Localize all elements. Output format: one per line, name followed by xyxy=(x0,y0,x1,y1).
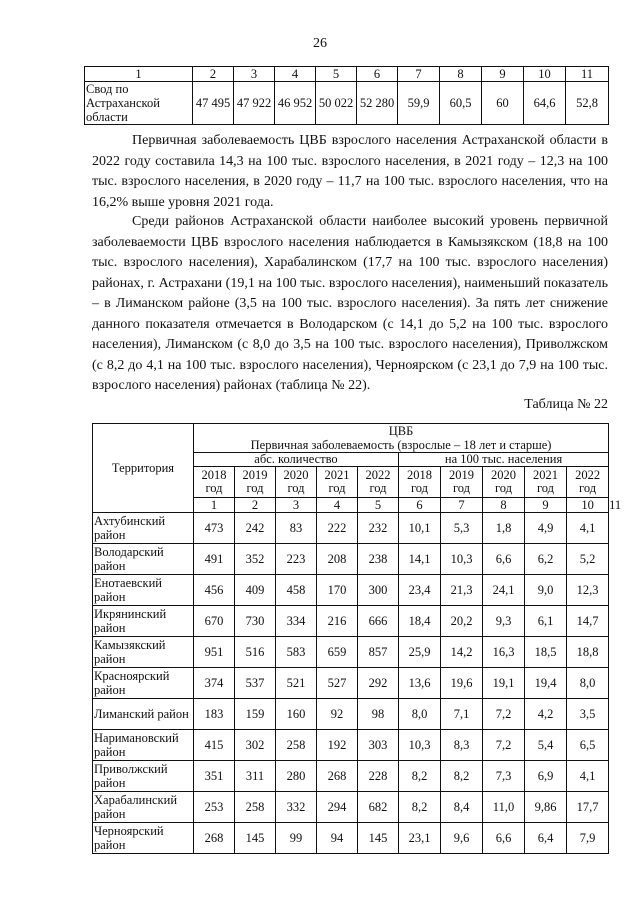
table-row xyxy=(93,544,609,575)
table-cell: 4,9 xyxy=(525,513,567,544)
table-cell: 25,9 xyxy=(399,637,441,668)
table-cell: 583 xyxy=(276,637,317,668)
table-cell: 300 xyxy=(358,575,399,606)
table-cell: 3,5 xyxy=(567,699,609,730)
table-cell: 159 xyxy=(235,699,276,730)
header-row-group xyxy=(93,424,609,453)
table-cell: 666 xyxy=(358,606,399,637)
table-cell: 527 xyxy=(317,668,358,699)
table-row xyxy=(93,575,609,606)
table-cell: 258 xyxy=(235,792,276,823)
table-cell: 473 xyxy=(194,513,235,544)
territory-name: Черноярский район xyxy=(93,823,194,854)
table-cell: 8,2 xyxy=(399,761,441,792)
table-cell: 4,1 xyxy=(567,761,609,792)
table-cell: 280 xyxy=(276,761,317,792)
summary-cell: 60 xyxy=(482,82,524,125)
column-number: 8 xyxy=(483,498,525,513)
group-header: ЦВБ Первичная заболеваемость (взрослые – 18 лет и старше) xyxy=(194,424,609,453)
table-cell: 334 xyxy=(276,606,317,637)
year-header: 2022 год xyxy=(358,467,399,498)
year-header: 2022 год xyxy=(567,467,609,498)
territory-name: Лиманский район xyxy=(93,699,194,730)
table-cell: 216 xyxy=(317,606,358,637)
table-cell: 6,9 xyxy=(525,761,567,792)
year-header: 2018 год xyxy=(194,467,235,498)
table-cell: 19,6 xyxy=(441,668,483,699)
table-cell: 6,1 xyxy=(525,606,567,637)
table-row xyxy=(93,668,609,699)
table-cell: 24,1 xyxy=(483,575,525,606)
table-cell: 268 xyxy=(194,823,235,854)
table-row xyxy=(93,637,609,668)
table-cell: 659 xyxy=(317,637,358,668)
table-cell: 302 xyxy=(235,730,276,761)
table-cell: 17,7 xyxy=(567,792,609,823)
column-number: 8 xyxy=(440,67,482,82)
column-number: 10 xyxy=(524,67,566,82)
column-number: 6 xyxy=(357,67,398,82)
column-number: 4 xyxy=(317,498,358,513)
territory-name: Ахтубинский район xyxy=(93,513,194,544)
table-cell: 12,3 xyxy=(567,575,609,606)
paragraph-2 xyxy=(92,212,608,397)
table-cell: 7,2 xyxy=(483,699,525,730)
column-number: 9 xyxy=(482,67,524,82)
table-cell: 5,2 xyxy=(567,544,609,575)
table-cell: 409 xyxy=(235,575,276,606)
table-cell: 6,6 xyxy=(483,544,525,575)
territory-name: Наримановский район xyxy=(93,730,194,761)
table-row xyxy=(93,513,609,544)
table-cell: 18,5 xyxy=(525,637,567,668)
territory-name: Камызякский район xyxy=(93,637,194,668)
table-cell: 5,4 xyxy=(525,730,567,761)
table-cell: 4,2 xyxy=(525,699,567,730)
table-cell: 516 xyxy=(235,637,276,668)
table-cell: 6,4 xyxy=(525,823,567,854)
table-cell: 21,3 xyxy=(441,575,483,606)
table-cell: 170 xyxy=(317,575,358,606)
table-cell: 92 xyxy=(317,699,358,730)
table-cell: 491 xyxy=(194,544,235,575)
sub-header: Первичная заболеваемость (взрослые – 18 лет и старше) xyxy=(250,438,552,452)
table-cell: 351 xyxy=(194,761,235,792)
table-cell: 222 xyxy=(317,513,358,544)
summary-table xyxy=(84,66,609,125)
table-cell: 145 xyxy=(358,823,399,854)
table-cell: 292 xyxy=(358,668,399,699)
year-header: 2019 год xyxy=(235,467,276,498)
column-number: 11 xyxy=(566,67,609,82)
table-cell: 18,4 xyxy=(399,606,441,637)
table-cell: 20,2 xyxy=(441,606,483,637)
table-cell: 7,9 xyxy=(567,823,609,854)
table-cell: 11,0 xyxy=(483,792,525,823)
table-cell: 14,1 xyxy=(399,544,441,575)
page-number: 26 xyxy=(313,36,327,51)
column-number: 2 xyxy=(193,67,234,82)
table-cell: 98 xyxy=(358,699,399,730)
summary-column-numbers xyxy=(85,67,609,82)
summary-cell: 60,5 xyxy=(440,82,482,125)
table-cell: 23,1 xyxy=(399,823,441,854)
table-cell: 228 xyxy=(358,761,399,792)
territory-name: Харабалинский район xyxy=(93,792,194,823)
table-cell: 9,0 xyxy=(525,575,567,606)
table-cell: 7,3 xyxy=(483,761,525,792)
table-cell: 951 xyxy=(194,637,235,668)
table-cell: 6,6 xyxy=(483,823,525,854)
table-cell: 415 xyxy=(194,730,235,761)
column-number: 3 xyxy=(234,67,275,82)
table-row xyxy=(93,792,609,823)
table-cell: 1,8 xyxy=(483,513,525,544)
table-cell: 9,86 xyxy=(525,792,567,823)
table-cell: 7,2 xyxy=(483,730,525,761)
table-cell: 14,2 xyxy=(441,637,483,668)
table-cell: 268 xyxy=(317,761,358,792)
table-row xyxy=(93,699,609,730)
summary-cell: 52,8 xyxy=(566,82,609,125)
table-cell: 258 xyxy=(276,730,317,761)
table-cell: 352 xyxy=(235,544,276,575)
table-cell: 8,3 xyxy=(441,730,483,761)
table-cell: 183 xyxy=(194,699,235,730)
rate-header: на 100 тыс. населения xyxy=(399,453,609,467)
table-cell: 223 xyxy=(276,544,317,575)
table-cell: 311 xyxy=(235,761,276,792)
table-cell: 8,2 xyxy=(441,761,483,792)
paragraph-1-text: Первичная заболеваемость ЦВБ взрослого населения Астраханской области в 2022 году составила 14,3 на 100 тыс. взрослого населения, в 2021 году – 12,3 на 100 тыс. взрослого населения, в 2020 году – 11,7 на 100 тыс. взрослого населения, что на 16,2% выше уровня 2021 года. xyxy=(92,133,608,210)
table-row xyxy=(93,606,609,637)
table-cell: 83 xyxy=(276,513,317,544)
year-header: 2020 год xyxy=(483,467,525,498)
table-cell: 7,1 xyxy=(441,699,483,730)
table-cell: 94 xyxy=(317,823,358,854)
table-cell: 238 xyxy=(358,544,399,575)
year-header: 2021 год xyxy=(317,467,358,498)
year-header: 2019 год xyxy=(441,467,483,498)
table-cell: 99 xyxy=(276,823,317,854)
abs-header: абс. количество xyxy=(194,453,399,467)
table-cell: 10,1 xyxy=(399,513,441,544)
column-number: 5 xyxy=(316,67,357,82)
table-cell: 537 xyxy=(235,668,276,699)
column-number: 6 xyxy=(399,498,441,513)
table-cell: 303 xyxy=(358,730,399,761)
table-cell: 5,3 xyxy=(441,513,483,544)
table-cell: 521 xyxy=(276,668,317,699)
column-numbers: 1 2 3 4 5 6 7 8 9 10 11 xyxy=(93,498,609,513)
table-cell: 10,3 xyxy=(399,730,441,761)
table-cell: 18,8 xyxy=(567,637,609,668)
table-cell: 8,4 xyxy=(441,792,483,823)
table-cell: 16,3 xyxy=(483,637,525,668)
table-cell: 8,0 xyxy=(399,699,441,730)
summary-cell: 59,9 xyxy=(398,82,440,125)
column-number: 7 xyxy=(398,67,440,82)
table-cell: 208 xyxy=(317,544,358,575)
paragraph-2-text: Среди районов Астраханской области наиболее высокий уровень первичной заболеваемости ЦВБ взрослого населения наблюдается в Камызякском (18,8 на 100 тыс. взрослого населения), Харабалинском (17,7 на 100 тыс. взрослого населения) районах, г. Астрахани (19,1 на 100 тыс. взрослого населения), наименьший показатель – в Лиманском районе (3,5 на 100 тыс. взрослого населения). За пять лет снижение данного показателя отмечается в Володарском (с 14,1 до 5,2 на 100 тыс. взрослого населения), Лиманском (с 8,0 до 3,5 на 100 тыс. взрослого населения), Приволжском (с 8,2 до 4,1 на 100 тыс. взрослого населения), Черноярском (с 23,1 до 7,9 на 100 тыс. взрослого населения) районах (таблица № 22). xyxy=(92,214,608,393)
table-row xyxy=(93,823,609,854)
territory-name: Приволжский район xyxy=(93,761,194,792)
table-cell: 6,2 xyxy=(525,544,567,575)
paragraph-1 xyxy=(92,131,608,213)
table-cell: 242 xyxy=(235,513,276,544)
summary-cell: 64,6 xyxy=(524,82,566,125)
summary-row-name: Свод по Астраханской области xyxy=(85,82,193,125)
table-cell: 23,4 xyxy=(399,575,441,606)
table-row xyxy=(93,761,609,792)
summary-cell: 47 495 xyxy=(193,82,234,125)
column-number: 1 xyxy=(85,67,193,82)
table-cell: 192 xyxy=(317,730,358,761)
table-cell: 682 xyxy=(358,792,399,823)
table-cell: 232 xyxy=(358,513,399,544)
table-cell: 253 xyxy=(194,792,235,823)
table-row xyxy=(93,730,609,761)
table-cell: 19,1 xyxy=(483,668,525,699)
table-cell: 9,6 xyxy=(441,823,483,854)
summary-cell: 46 952 xyxy=(275,82,316,125)
column-number: 9 xyxy=(525,498,567,513)
table-cell: 10,3 xyxy=(441,544,483,575)
territory-name: Икрянинский район xyxy=(93,606,194,637)
table-cell: 9,3 xyxy=(483,606,525,637)
incidence-table xyxy=(92,423,622,854)
table-cell: 8,0 xyxy=(567,668,609,699)
table-cell: 6,5 xyxy=(567,730,609,761)
column-number: 5 xyxy=(358,498,399,513)
territory-name: Красноярский район xyxy=(93,668,194,699)
column-number: 3 xyxy=(276,498,317,513)
table-cell: 19,4 xyxy=(525,668,567,699)
table-caption: Таблица № 22 xyxy=(524,397,608,412)
year-header: 2021 год xyxy=(525,467,567,498)
column-number: 10 xyxy=(567,498,609,513)
table-cell: 332 xyxy=(276,792,317,823)
territory-name: Енотаевский район xyxy=(93,575,194,606)
table-cell: 145 xyxy=(235,823,276,854)
table-cell: 4,1 xyxy=(567,513,609,544)
table-cell: 458 xyxy=(276,575,317,606)
table-cell: 294 xyxy=(317,792,358,823)
summary-cell: 47 922 xyxy=(234,82,275,125)
table-cell: 730 xyxy=(235,606,276,637)
summary-row xyxy=(85,82,609,125)
territory-name: Володарский район xyxy=(93,544,194,575)
column-number: 4 xyxy=(275,67,316,82)
table-cell: 374 xyxy=(194,668,235,699)
column-number: 1 xyxy=(194,498,235,513)
table-cell: 456 xyxy=(194,575,235,606)
year-header: 2018 год xyxy=(399,467,441,498)
summary-cell: 50 022 xyxy=(316,82,357,125)
table-cell: 8,2 xyxy=(399,792,441,823)
table-cell: 13,6 xyxy=(399,668,441,699)
table-cell: 857 xyxy=(358,637,399,668)
column-number: 7 xyxy=(441,498,483,513)
column-number: 2 xyxy=(235,498,276,513)
summary-cell: 52 280 xyxy=(357,82,398,125)
table-cell: 160 xyxy=(276,699,317,730)
territory-header: Территория xyxy=(93,424,194,513)
year-header: 2020 год xyxy=(276,467,317,498)
table-cell: 670 xyxy=(194,606,235,637)
table-cell: 14,7 xyxy=(567,606,609,637)
